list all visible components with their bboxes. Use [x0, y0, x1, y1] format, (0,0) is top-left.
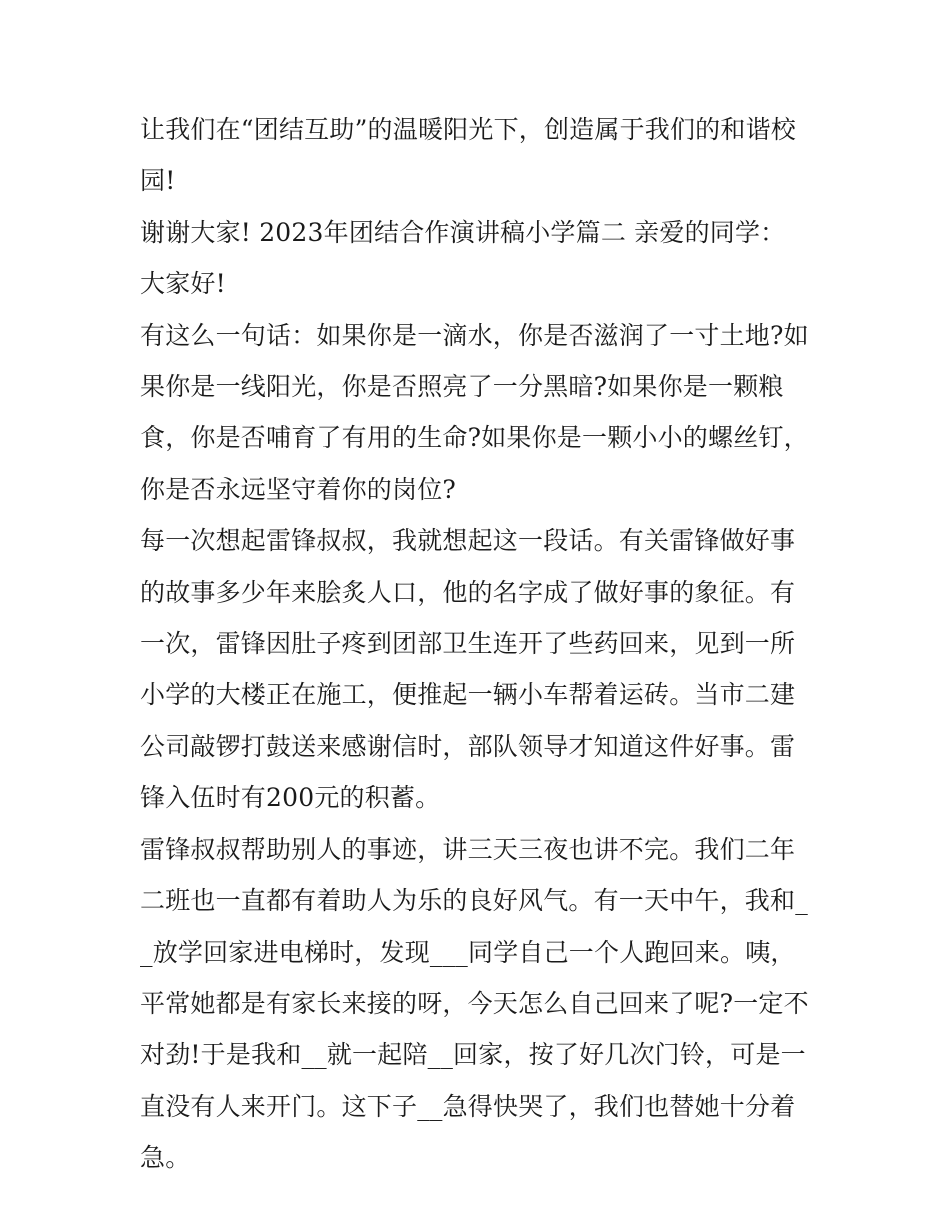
paragraph-class-story: 雷锋叔叔帮助别人的事迹，讲三天三夜也讲不完。我们二年二班也一直都有着助人为乐的良好风气。有一天中午，我和__放学回家进电梯时，发现___同学自己一个人跑回来。咦，平常她都是有家长来接的呀，今天怎么自己回来了呢?一定不对劲!于是我和__就一起陪__回家，按了好几次门铃，可是一直没有人来开门。这下子__急得快哭了，我们也替她十分着急。	[140, 834, 809, 1173]
paragraph-quote: 有这么一句话：如果你是一滴水，你是否滋润了一寸土地?如果你是一线阳光，你是否照亮了一分黑暗?如果你是一颗粮食，你是否哺育了有用的生命?如果你是一颗小小的螺丝钉，你是否永远坚守着你的岗位?	[140, 320, 809, 504]
paragraph-thanks-heading: 谢谢大家! 2023年团结合作演讲稿小学篇二 亲爱的同学： 大家好!	[140, 217, 794, 299]
document-body	[140, 104, 812, 1184]
paragraph-closing: 让我们在“团结互助”的温暖阳光下，创造属于我们的和谐校园!	[140, 115, 796, 196]
paragraph-leifeng-story: 每一次想起雷锋叔叔，我就想起这一段话。有关雷锋做好事的故事多少年来脍炙人口，他的名字成了做好事的象征。有一次，雷锋因肚子疼到团部卫生连开了些药回来，见到一所小学的大楼正在施工，便推起一辆小车帮着运砖。当市二建公司敲锣打鼓送来感谢信时，部队领导才知道这件好事。雷锋入伍时有200元的积蓄。	[140, 526, 796, 813]
